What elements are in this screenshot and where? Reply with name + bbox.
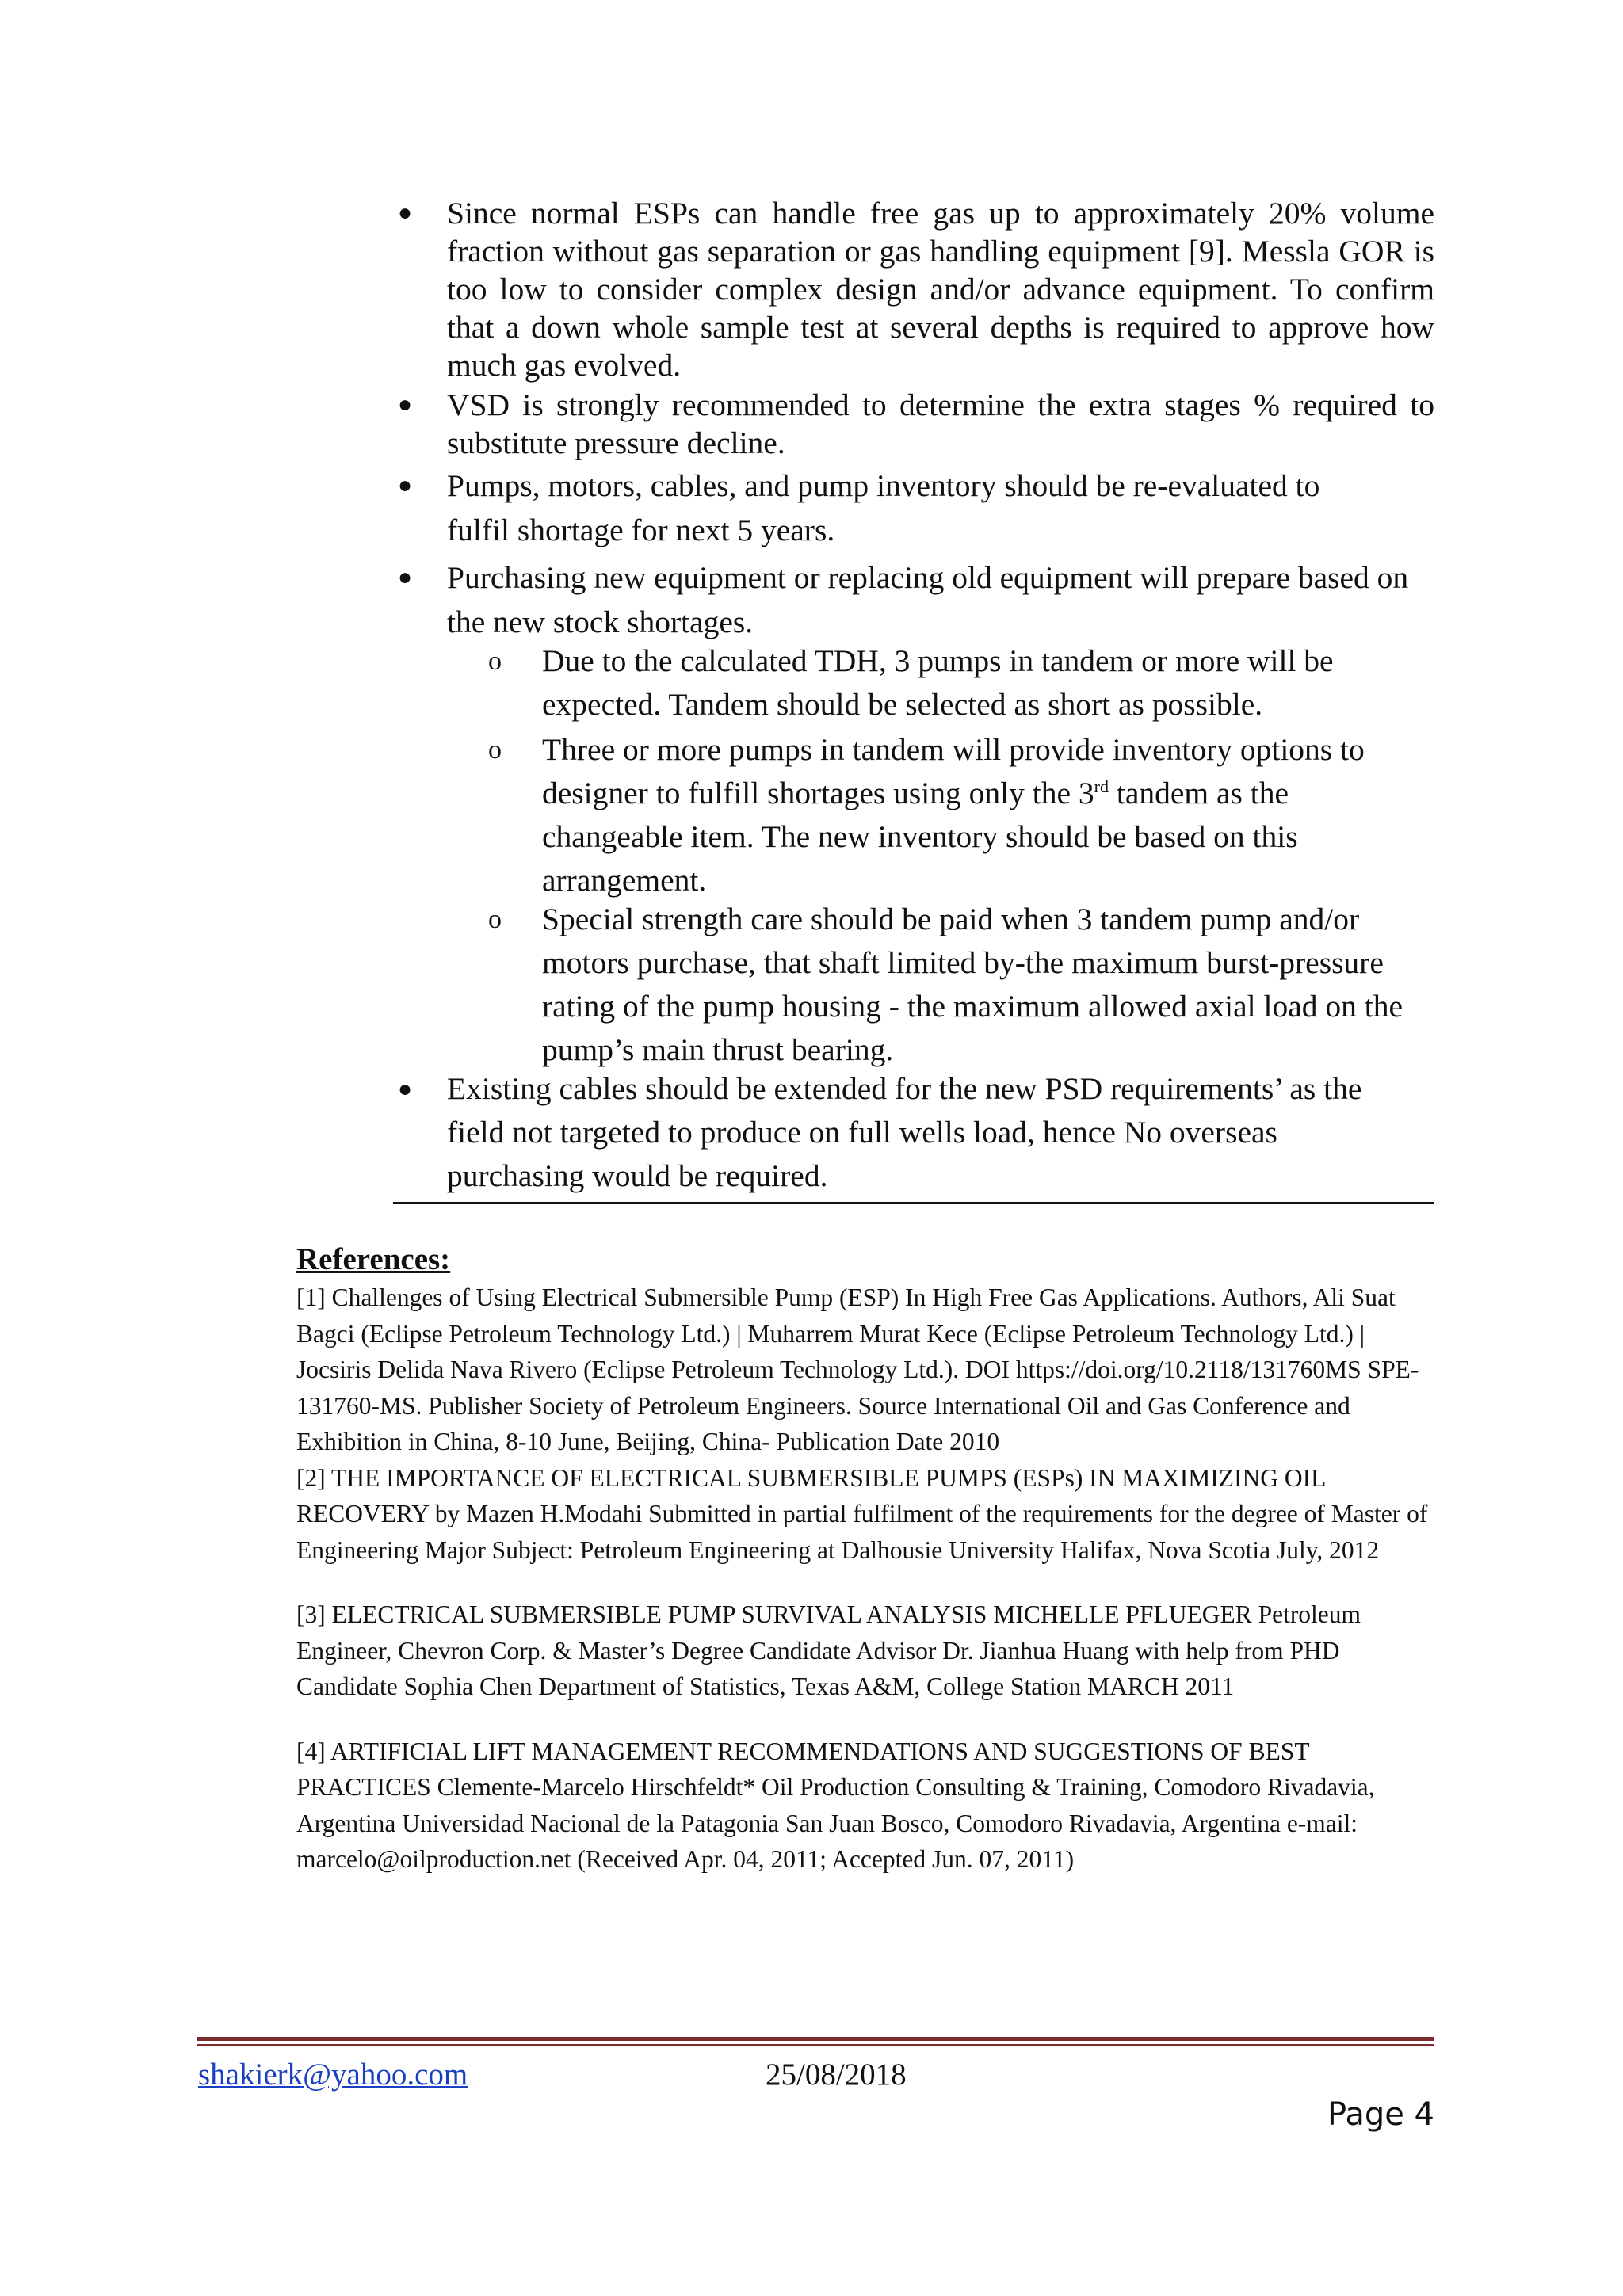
- footer-date: 25/08/2018: [766, 2058, 907, 2092]
- sub-bullet-list: [488, 639, 1434, 1072]
- bullet-text: VSD is strongly recommended to determine the extra stages % required to substitute pressure decline.: [447, 387, 1434, 460]
- reference-item: [3] ELECTRICAL SUBMERSIBLE PUMP SURVIVAL ANALYSIS MICHELLE PFLUEGER Petroleum Engineer, Chevron Corp. & Master’s Degree Candidate Advisor Dr. Jianhua Huang with help from PHD Candidate Sophia Chen Department of Statistics, Texas A&M, College Station MARCH 2011: [296, 1600, 1361, 1700]
- ordinal-superscript: rd: [1094, 776, 1109, 796]
- bullet-item: [393, 386, 1434, 462]
- circle-bullet-icon: o: [488, 646, 502, 676]
- bullet-item: [393, 463, 1382, 552]
- footer-rule-thin: [197, 2044, 1434, 2046]
- bullet-icon: ●: [397, 391, 413, 418]
- bullet-text: Since normal ESPs can handle free gas up to approximately 20% volume fraction without gas separation or gas handling equipment [9]. Messla GOR is too low to consider complex design and/or advance equipment. To confirm that a down whole sample test at several depths is required to approve how much gas evolved.: [447, 196, 1434, 383]
- sub-bullet-item: [488, 898, 1422, 1072]
- bullet-icon: ●: [397, 1076, 413, 1102]
- bullet-icon: ●: [397, 564, 413, 590]
- reference-item: [4] ARTIFICIAL LIFT MANAGEMENT RECOMMENDATIONS AND SUGGESTIONS OF BEST PRACTICES Clemente-Marcelo Hirschfeldt* Oil Production Consulting & Training, Comodoro Rivadavia, Argentina Universidad Nacional de la Patagonia San Juan Bosco, Comodoro Rivadavia, Argentina e-mail: marcelo@oilproduction.net (Received Apr. 04, 2011; Accepted Jun. 07, 2011): [296, 1737, 1375, 1873]
- bullet-text: Existing cables should be extended for the new PSD requirements’ as the field not targeted to produce on full wells load, hence No overseas purchasing would be required.: [447, 1071, 1362, 1193]
- sub-bullet-text: Three or more pumps in tandem will provide inventory options to designer to fulfill shortages using only the 3rd tandem as the changeable item. The new inventory should be based on this arrangement.: [542, 732, 1365, 898]
- bullet-text: Pumps, motors, cables, and pump inventory should be re-evaluated to fulfil shortage for next 5 years.: [447, 468, 1320, 547]
- footer-rule-thick: [197, 2037, 1434, 2041]
- references-heading: References:: [296, 1242, 451, 1276]
- bullet-item: [393, 194, 1434, 384]
- circle-bullet-icon: o: [488, 735, 502, 765]
- bullet-item: [393, 1067, 1422, 1198]
- footer-email-link[interactable]: shakierk@yahoo.com: [198, 2058, 468, 2092]
- bullet-text: Purchasing new equipment or replacing old equipment will prepare based on the new stock shortages.: [447, 560, 1409, 639]
- bullet-icon: ●: [397, 472, 413, 498]
- separator-line: [393, 1202, 1434, 1204]
- sub-bullet-item: [488, 639, 1422, 727]
- reference-item: [1] Challenges of Using Electrical Submersible Pump (ESP) In High Free Gas Applications. Authors, Ali Suat Bagci (Eclipse Petroleum Technology Ltd.) | Muharrem Murat Kece (Eclipse Petroleum Technology Ltd.) | Jocsiris Delida Nava Rivero (Eclipse Petroleum Technology Ltd.). DOI https://doi.org/10.2118/131760MS SPE-131760-MS. Publisher Society of Petroleum Engineers. Source International Oil and Gas Conference and Exhibition in China, 8-10 June, Beijing, China- Publication Date 2010: [296, 1283, 1419, 1455]
- recommendations-list: [393, 194, 1434, 1198]
- page-number: Page 4: [1327, 2096, 1434, 2133]
- circle-bullet-icon: o: [488, 905, 502, 934]
- reference-item: [2] THE IMPORTANCE OF ELECTRICAL SUBMERSIBLE PUMPS (ESPs) IN MAXIMIZING OIL RECOVERY by Mazen H.Modahi Submitted in partial fulfilment of the requirements for the degree of Master of Engineering Major Subject: Petroleum Engineering at Dalhousie University Halifax, Nova Scotia July, 2012: [296, 1463, 1428, 1564]
- sub-bullet-item: [488, 728, 1422, 902]
- references-section: [296, 1240, 1438, 1878]
- sub-bullet-text: Special strength care should be paid when 3 tandem pump and/or motors purchase, that shaft limited by-the maximum burst-pressure rating of the pump housing - the maximum allowed axial load on the pump’s main thrust bearing.: [542, 902, 1403, 1067]
- sub-bullet-text: Due to the calculated TDH, 3 pumps in tandem or more will be expected. Tandem should be selected as short as possible.: [542, 643, 1334, 722]
- bullet-icon: ●: [397, 200, 413, 226]
- bullet-item: [393, 555, 1445, 644]
